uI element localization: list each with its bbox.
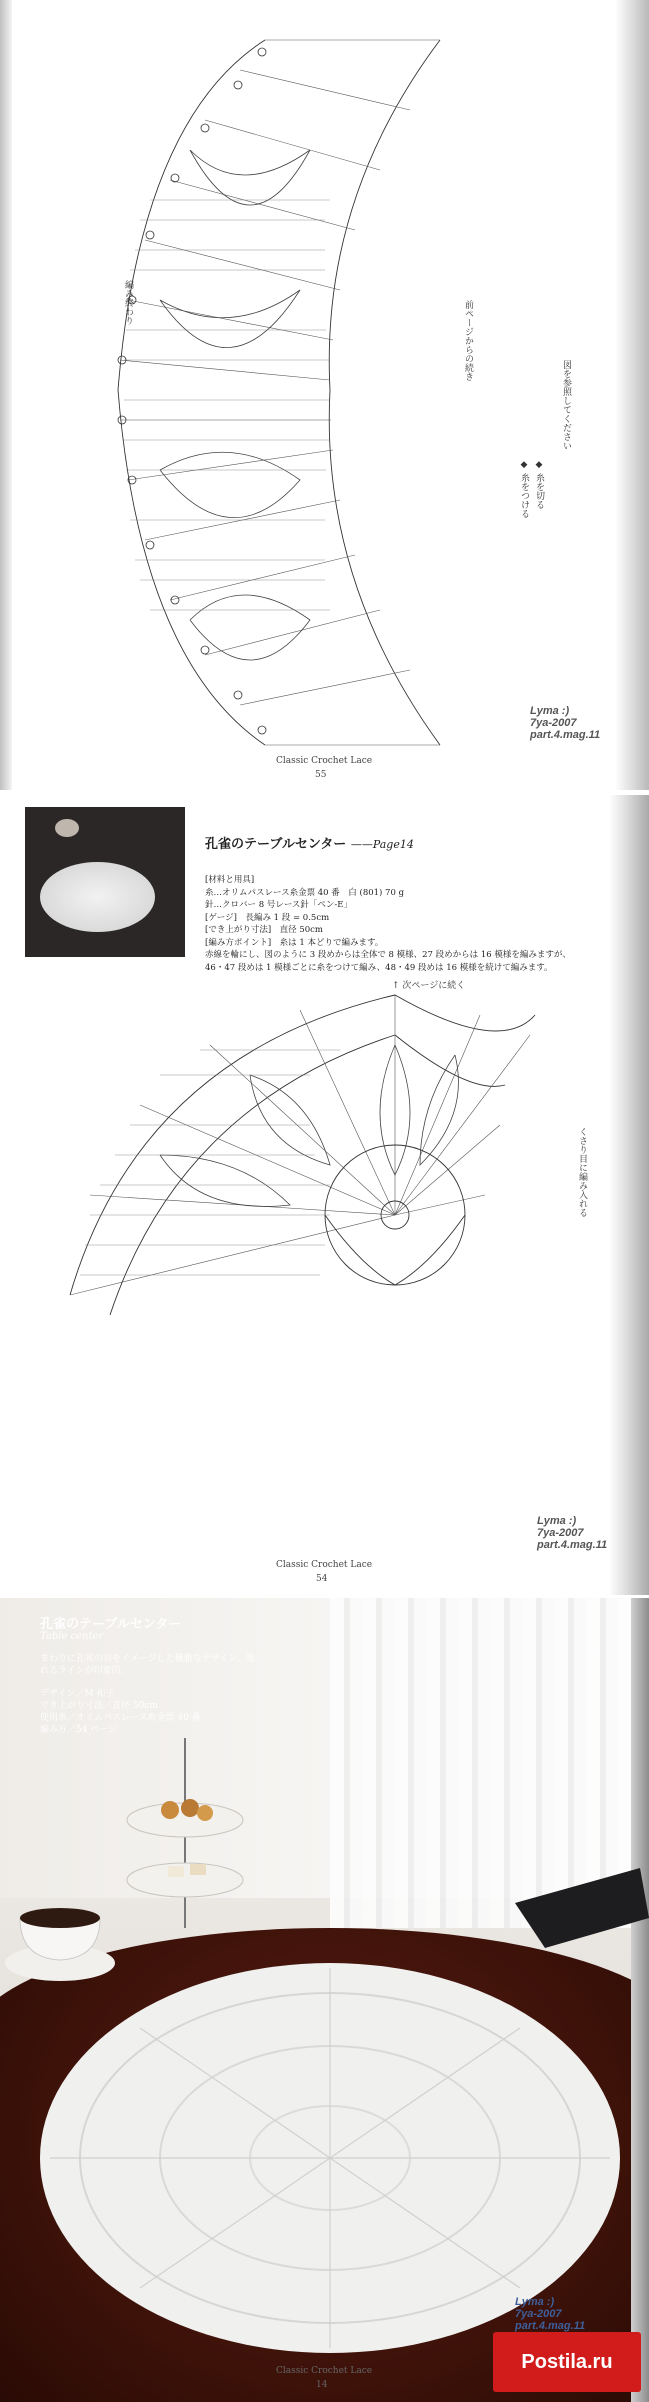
materials-line: 針…クロバー 8 号レース針「ペン-E」: [205, 900, 352, 910]
photo-title: 孔雀のテーブルセンター: [40, 1617, 182, 1632]
photo-caption: まわりに孔雀の羽をイメージした優雅なデザイン。流れるラインが印象的。: [40, 1654, 255, 1676]
crochet-chart-top-half: [0, 0, 649, 790]
materials-line: 46・47 段めは 1 模様ごとに糸をつけて編み、48・49 段めは 16 模様を続けて編みます。: [205, 962, 553, 973]
photo-subtitle: Table center: [40, 1631, 104, 1642]
spec-line: デザイン／M 和子: [40, 1689, 115, 1699]
photo-doily: [40, 1963, 620, 2353]
watermark-line: Lyma :): [530, 705, 570, 717]
watermark: [515, 2296, 585, 2332]
chart-inner-arc: [329, 40, 440, 745]
side-note-continued: 前ページからの続き: [463, 300, 473, 381]
chart-page-55: [0, 0, 649, 790]
photo-page-14: [0, 1598, 649, 2402]
watermark-line: 7ya-2007: [515, 2308, 562, 2320]
watermark-line: 7ya-2007: [530, 717, 577, 729]
chart-page-54: [0, 795, 649, 1595]
spec-line: でき上がり寸法／直径 50cm: [40, 1701, 158, 1711]
watermark-line: Lyma :): [515, 2296, 555, 2308]
page-number: 14: [316, 2380, 328, 2390]
legend-attach-yarn: ◆ 糸をつける: [519, 460, 529, 518]
materials-line: 糸…オリムパスレース糸金票 40 番 白 (801) 70 g: [205, 887, 405, 898]
folio-label: Classic Crochet Lace: [276, 756, 373, 766]
folio-label: Classic Crochet Lace: [276, 2366, 373, 2376]
materials-line: [ゲージ] 長編み 1 段 = 0.5cm: [205, 912, 330, 923]
chain-note: くさり目に編み入れる: [577, 1127, 587, 1217]
watermark-line: 7ya-2007: [537, 1527, 584, 1539]
pattern-page-ref: ——Page14: [350, 838, 414, 851]
materials-line: [でき上がり寸法] 直径 50cm: [205, 925, 323, 935]
postila-logo[interactable]: Postila.ru: [493, 2332, 641, 2392]
side-note-refer: 図を参照してください: [561, 360, 571, 450]
spec-line: 使用糸／オリムパスレース糸金票 40 番: [40, 1713, 201, 1723]
watermark: [530, 705, 600, 741]
folio-label: Classic Crochet Lace: [276, 1560, 373, 1570]
pattern-title-text: 孔雀のテーブルセンター: [205, 837, 347, 852]
continue-arrow-note: ↑ 次ページに続く: [392, 981, 466, 991]
watermark-line: Lyma :): [537, 1515, 577, 1527]
materials-line: 赤線を輪にし、図のように 3 段めからは全体で 8 模様、27 段めからは 16 模様を編みますが、: [205, 950, 571, 960]
continue-note-text: 次ページに続く: [402, 981, 466, 991]
page-number: 54: [316, 1574, 328, 1584]
photo-specs: [40, 1688, 201, 1736]
watermark: [537, 1515, 607, 1551]
watermark-line: part.4.mag.11: [530, 729, 601, 741]
side-note-end: 編み終わり: [123, 280, 133, 325]
crochet-chart-bottom-half: [0, 795, 649, 1595]
chart-outer-arc: [118, 40, 265, 745]
chart-outer-arc: [70, 995, 535, 1295]
spec-line: 編み方／54 ページ: [40, 1725, 118, 1735]
materials-line: [編み方ポイント] 糸は 1 本どりで編みます。: [205, 937, 384, 948]
watermark-line: part.4.mag.11: [515, 2320, 586, 2332]
page-number: 55: [315, 770, 327, 780]
legend-cut-yarn: ◆ 糸を切る: [534, 460, 544, 509]
watermark-line: part.4.mag.11: [537, 1539, 608, 1551]
materials-line: [材料と用具]: [205, 875, 255, 885]
